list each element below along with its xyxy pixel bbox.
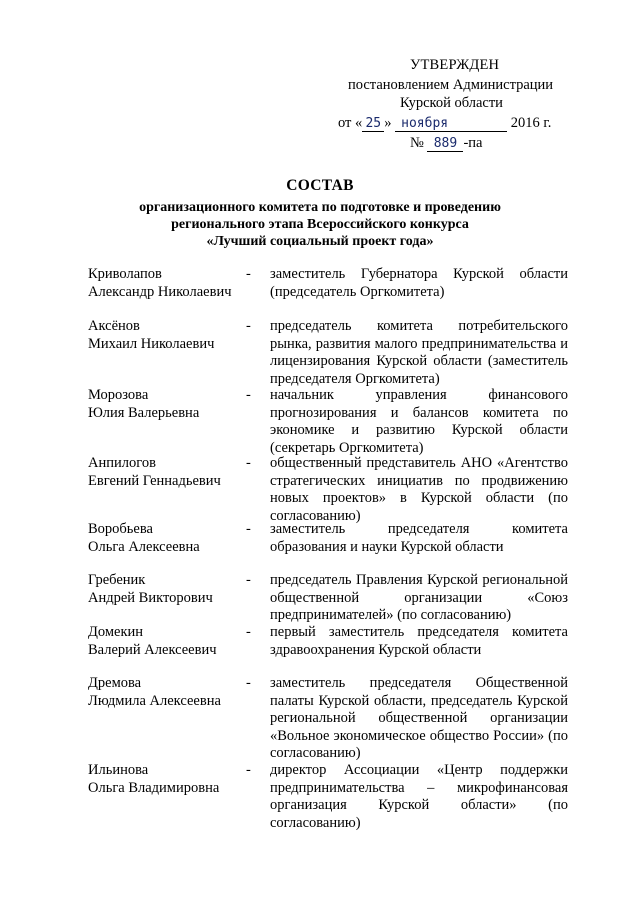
date-day: 25 <box>362 116 384 132</box>
date-mid: » <box>384 115 392 131</box>
member-name: Криволапов Александр Николаевич <box>88 266 232 300</box>
member-name: Ильинова Ольга Владимировна <box>88 762 220 796</box>
member-name: Домекин Валерий Алексеевич <box>88 624 217 658</box>
member-name: Воробьева Ольга Алексеевна <box>88 521 200 555</box>
member-dash: - <box>246 572 251 588</box>
member-name: Дремова Людмила Алексеевна <box>88 675 221 709</box>
heading-title: СОСТАВ <box>286 177 354 194</box>
member-dash: - <box>246 624 251 640</box>
heading-line-1: организационного комитета по подготовке и проведению <box>139 200 501 215</box>
member-name: Гребеник Андрей Викторович <box>88 572 213 606</box>
document-heading <box>60 176 580 250</box>
date-year: 2016 г. <box>510 115 552 131</box>
member-role: председатель комитета потребительского рынка, развития малого предпринимательства и лицензирования Курской области (заместитель председателя Оргкомитета) <box>270 318 568 387</box>
number-prefix: № <box>410 135 424 151</box>
member-role: председатель Правления Курской региональной общественной организации «Союз предпринимателей» (по согласованию) <box>270 572 568 623</box>
approval-title: УТВЕРЖДЕН <box>410 57 500 73</box>
member-role: директор Ассоциации «Центр поддержки предпринимательства – микрофинансовая организация Курской области» (по согласованию) <box>270 762 568 831</box>
member-name: Аксёнов Михаил Николаевич <box>88 318 215 352</box>
date-prefix: от « <box>338 115 363 131</box>
member-role: заместитель Губернатора Курской области (председатель Оргкомитета) <box>270 266 568 300</box>
approval-number-line <box>410 134 483 152</box>
member-dash: - <box>246 675 251 691</box>
member-dash: - <box>246 266 251 282</box>
number-value: 889 <box>427 136 463 152</box>
approval-by-line: постановлением Администрации <box>348 77 554 93</box>
number-suffix: -па <box>463 135 483 151</box>
member-role: заместитель председателя Общественной палаты Курской области, председатель Курской региональной общественной организации «Вольное экономическое общество России» (по согласованию) <box>270 675 568 761</box>
member-name: Анпилогов Евгений Геннадьевич <box>88 455 221 489</box>
member-dash: - <box>246 521 251 537</box>
approval-region-line: Курской области <box>400 95 503 111</box>
member-role: начальник управления финансового прогнозирования и балансов комитета по экономике и развитию Курской области (секретарь Оргкомитета) <box>270 387 568 456</box>
member-role: общественный представитель АНО «Агентство стратегических инициатив по продвижению новых проектов» в Курской области (по согласованию) <box>270 455 568 524</box>
approval-date-line <box>338 114 551 132</box>
heading-line-2: регионального этапа Всероссийского конкурса <box>171 217 469 232</box>
member-dash: - <box>246 318 251 334</box>
member-role: заместитель председателя комитета образования и науки Курской области <box>270 521 568 555</box>
member-name: Морозова Юлия Валерьевна <box>88 387 200 421</box>
heading-line-3: «Лучший социальный проект года» <box>206 234 434 249</box>
member-dash: - <box>246 455 251 471</box>
member-dash: - <box>246 762 251 778</box>
member-dash: - <box>246 387 251 403</box>
member-role: первый заместитель председателя комитета здравоохранения Курской области <box>270 624 568 658</box>
date-month: ноября <box>395 116 507 132</box>
